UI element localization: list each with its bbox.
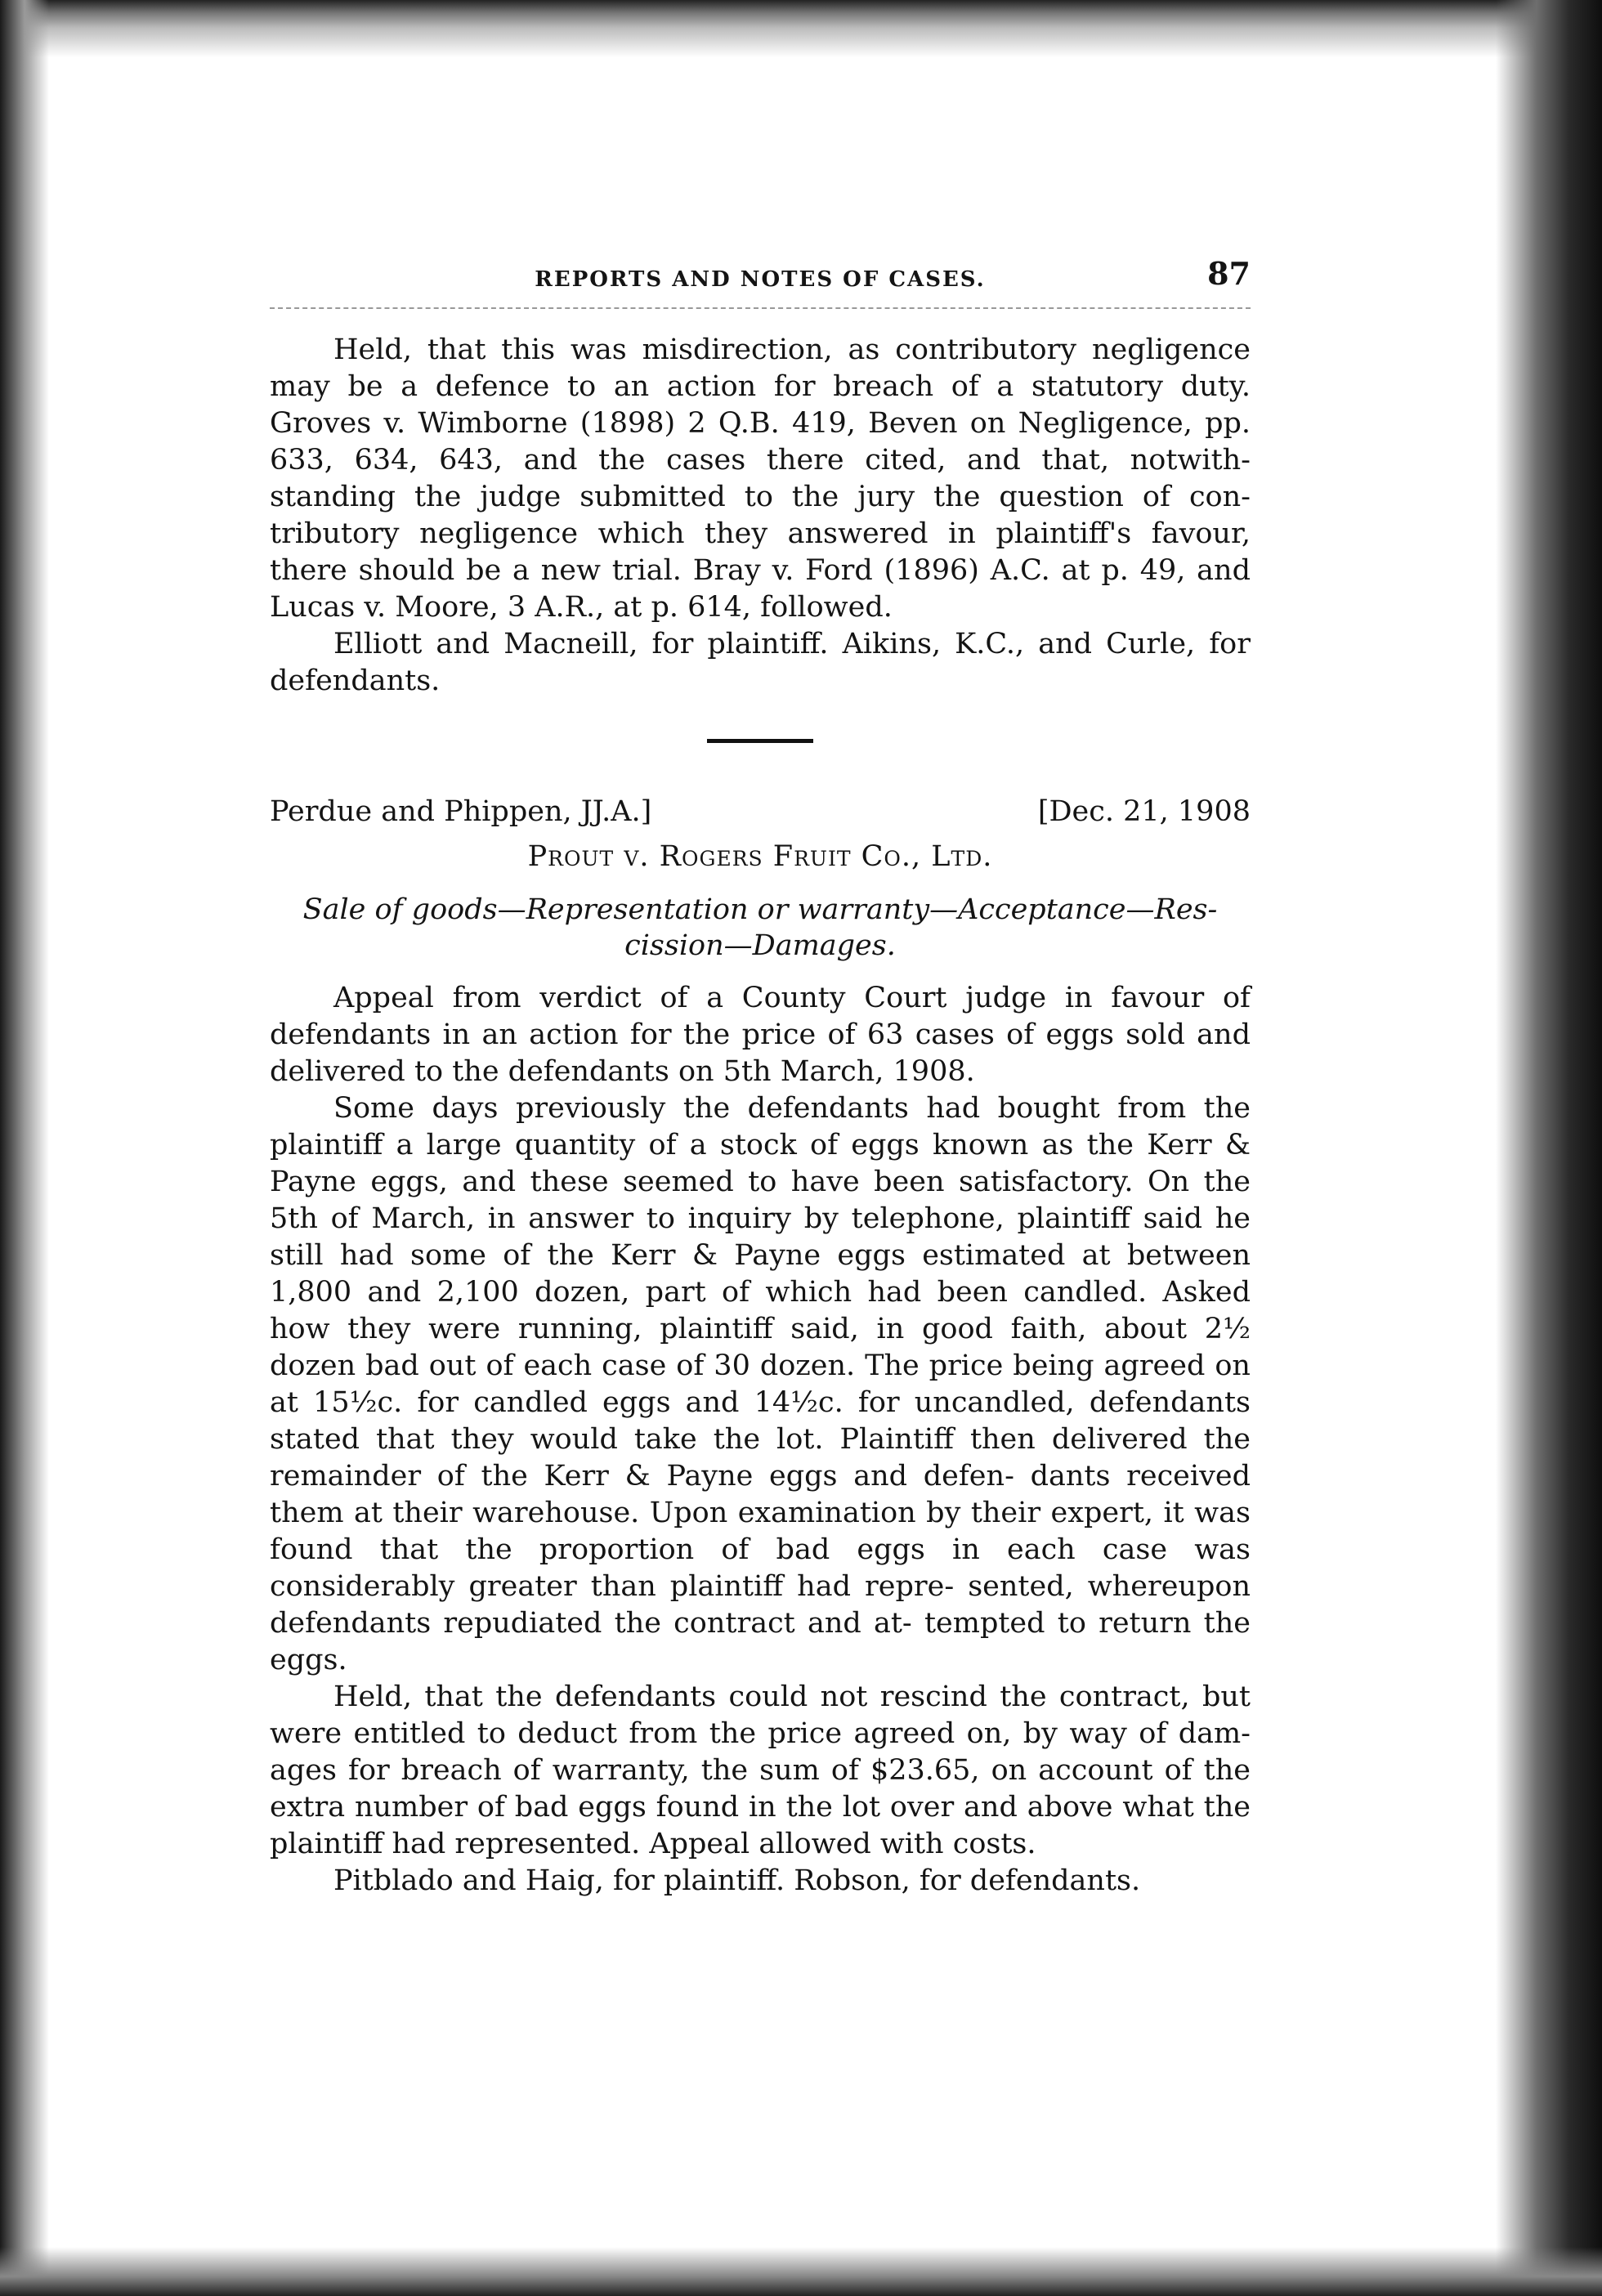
text-line: said he still had some of the Kerr & Payne eggs estimated at xyxy=(270,1202,1251,1272)
page-text-block xyxy=(270,255,1251,1900)
text-line: standing the judge submitted to the jury the question of con- xyxy=(270,481,1251,513)
case1-held-paragraph xyxy=(270,332,1251,626)
facts-paragraph xyxy=(270,1090,1251,1679)
page-number: 87 xyxy=(1207,255,1251,292)
text-line: Asked how they were running, plaintiff said, in good faith, about xyxy=(270,1276,1251,1345)
case-title: Prout v. Rogers Fruit Co., Ltd. xyxy=(527,840,993,873)
text-line: & Payne eggs, and these seemed to have been satisfactory. On xyxy=(270,1129,1251,1198)
judges: Perdue and Phippen, JJ.A.] xyxy=(270,795,652,828)
text-line: sented, whereupon defendants repudiated the contract and at- xyxy=(270,1570,1251,1640)
decision-date: [Dec. 21, 1908 xyxy=(1037,795,1251,828)
catchwords xyxy=(270,892,1251,964)
text-line: Sale of goods—Representation or warranty—Acceptance—Res- xyxy=(302,893,1218,926)
text-line: what the plaintiff had represented. Appeal allowed with costs. xyxy=(270,1791,1251,1860)
judges-date-line xyxy=(270,794,1251,830)
text-line: between 1,800 and 2,100 dozen, part of which had been candled. xyxy=(270,1239,1251,1309)
appeal-paragraph xyxy=(270,980,1251,1090)
text-line: 2½ dozen bad out of each case of 30 dozen. The price being xyxy=(270,1313,1251,1382)
text-line: for defendants. xyxy=(270,628,1251,697)
text-line: there should be a new trial. Bray v. Ford (1896) A.C. at p. xyxy=(270,554,1129,587)
text-line: tributory negligence which they answered in plaintiff's favour, xyxy=(270,517,1251,550)
text-line: were entitled to deduct from the price agreed on, by way of dam- xyxy=(270,1717,1251,1750)
section-divider xyxy=(707,739,813,743)
text-line: Elliott and Macneill, for plaintiff. Aikins, K.C., and Curle, xyxy=(333,628,1196,660)
text-line: cission—Damages. xyxy=(624,929,896,962)
text-line: defendants stated that they would take the lot. Plaintiff then xyxy=(270,1386,1251,1456)
text-line: defendants in an action for the price of 63 cases of eggs sold and xyxy=(270,1018,1251,1051)
text-line: delivered to the defendants on 5th March, 1908. xyxy=(270,1055,975,1088)
text-line: dants received them at their warehouse. Upon examination by xyxy=(270,1460,1251,1529)
case2-held-paragraph xyxy=(270,1679,1251,1863)
running-head xyxy=(270,255,1251,309)
scan-edge-top xyxy=(0,0,1602,57)
text-line: Groves v. Wimborne (1898) 2 Q.B. 419, Beven on Negligence, xyxy=(270,407,1193,440)
text-line: Pitblado and Haig, for plaintiff. Robson, for defendants. xyxy=(333,1864,1141,1897)
case2-counsel-paragraph xyxy=(270,1863,1251,1900)
text-line: Held, that this was misdirection, as contributory negligence xyxy=(333,333,1251,366)
text-line: agreed on at 15½c. for candled eggs and 14½c. for uncandled, xyxy=(270,1349,1251,1419)
text-line: Held, that the defendants could not rescind the contract, but xyxy=(333,1681,1251,1713)
running-title: REPORTS AND NOTES OF CASES. xyxy=(535,267,986,292)
text-line: 49, and Lucas v. Moore, 3 A.R., at p. 614, followed. xyxy=(270,554,1251,624)
scan-edge-right xyxy=(1496,0,1602,2296)
text-line: their expert, it was found that the proportion of bad eggs in xyxy=(270,1497,1251,1566)
text-line: tempted to return the eggs. xyxy=(270,1607,1251,1676)
text-line: the 5th of March, in answer to inquiry by telephone, plaintiff xyxy=(270,1166,1251,1235)
text-line: Some days previously the defendants had bought from the xyxy=(333,1092,1251,1125)
text-line: delivered the remainder of the Kerr & Payne eggs and defen- xyxy=(270,1423,1251,1493)
scan-edge-bottom xyxy=(0,2247,1602,2296)
text-line: Appeal from verdict of a County Court judge in favour of xyxy=(333,982,1251,1014)
text-line: each case was considerably greater than plaintiff had repre- xyxy=(270,1533,1251,1603)
text-line: may be a defence to an action for breach of a statutory duty. xyxy=(270,370,1251,403)
text-line: the extra number of bad eggs found in the lot over and above xyxy=(270,1754,1251,1824)
text-line: ages for breach of warranty, the sum of $23.65, on account of xyxy=(270,1754,1193,1787)
case1-counsel-paragraph xyxy=(270,626,1251,700)
text-line: pp. 633, 634, 643, and the cases there cited, and that, notwith- xyxy=(270,407,1251,477)
text-line: plaintiff a large quantity of a stock of eggs known as the Kerr xyxy=(270,1129,1212,1161)
scan-edge-left xyxy=(0,0,49,2296)
